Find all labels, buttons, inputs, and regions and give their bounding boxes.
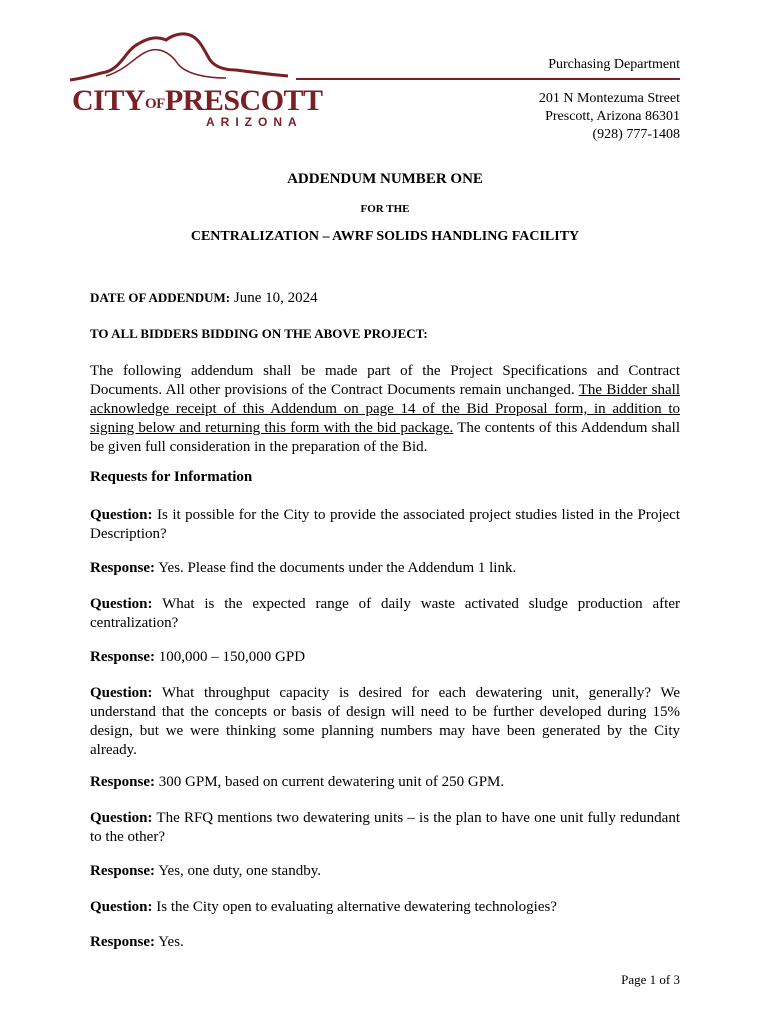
qa-item: Question: What is the expected range of daily waste activated sludge production after centralization?	[90, 596, 680, 631]
header-rule	[296, 78, 680, 80]
acknowledgement-text: The Bidder shall acknowledge receipt of this Addendum on page 14 of the Bid Proposal form, in addition to signing below and returning this form with the bid package.	[90, 382, 680, 436]
qa-item: Response: Yes. Please find the documents under the Addendum 1 link.	[90, 560, 517, 576]
salutation: TO ALL BIDDERS BIDDING ON THE ABOVE PROJECT:	[90, 326, 428, 341]
project-title: CENTRALIZATION – AWRF SOLIDS HANDLING FACILITY	[190, 229, 580, 244]
date-label: DATE OF ADDENDUM:	[90, 290, 231, 305]
city-logo	[66, 30, 323, 130]
addendum-title: ADDENDUM NUMBER ONE	[287, 171, 483, 187]
address-city: Prescott, Arizona 86301	[545, 109, 680, 124]
page-number: Page 1 of 3	[621, 972, 680, 987]
addendum-date	[90, 290, 680, 307]
address-block	[539, 90, 680, 144]
qa-item: Question: Is the City open to evaluating alternative dewatering technologies?	[90, 899, 557, 915]
section-heading: Requests for Information	[90, 469, 253, 485]
address-street: 201 N Montezuma Street	[538, 91, 680, 106]
qa-item: Question: The RFQ mentions two dewatering units – is the plan to have one unit fully redundant to the other?	[90, 810, 680, 845]
qa-item: Response: Yes.	[90, 934, 184, 950]
logo-wordmark: CITYOFPRESCOTT	[72, 84, 323, 117]
qa-item: Response: 300 GPM, based on current dewatering unit of 250 GPM.	[90, 774, 505, 790]
qa-item: Response: 100,000 – 150,000 GPD	[90, 649, 306, 665]
addendum-subtitle: FOR THE	[360, 203, 410, 215]
intro-paragraph: The following addendum shall be made part of the Project Specifications and Contract Documents. All other provisions of the Contract Documents remain unchanged. The Bidder shall acknowledge receipt of this Addendum on page 14 of the Bid Proposal form, in addition to signing below and returning this form with the bid package. The contents of this Addendum shall be given full consideration in the preparation of the Bid.	[90, 363, 680, 455]
phone-number: (928) 777-1408	[592, 127, 680, 142]
department-name: Purchasing Department	[548, 57, 680, 72]
qa-item: Response: Yes, one duty, one standby.	[90, 863, 321, 879]
qa-item: Question: Is it possible for the City to provide the associated project studies listed in the Project Description?	[90, 507, 680, 542]
logo-state: ARIZONA	[206, 115, 303, 129]
date-value: June 10, 2024	[233, 290, 318, 306]
qa-item: Question: What throughput capacity is desired for each dewatering unit, generally? We understand that the concepts or basis of design will need to be further developed during 15% design, but we were thinking some planning numbers may have been generated by the City already.	[90, 685, 680, 758]
